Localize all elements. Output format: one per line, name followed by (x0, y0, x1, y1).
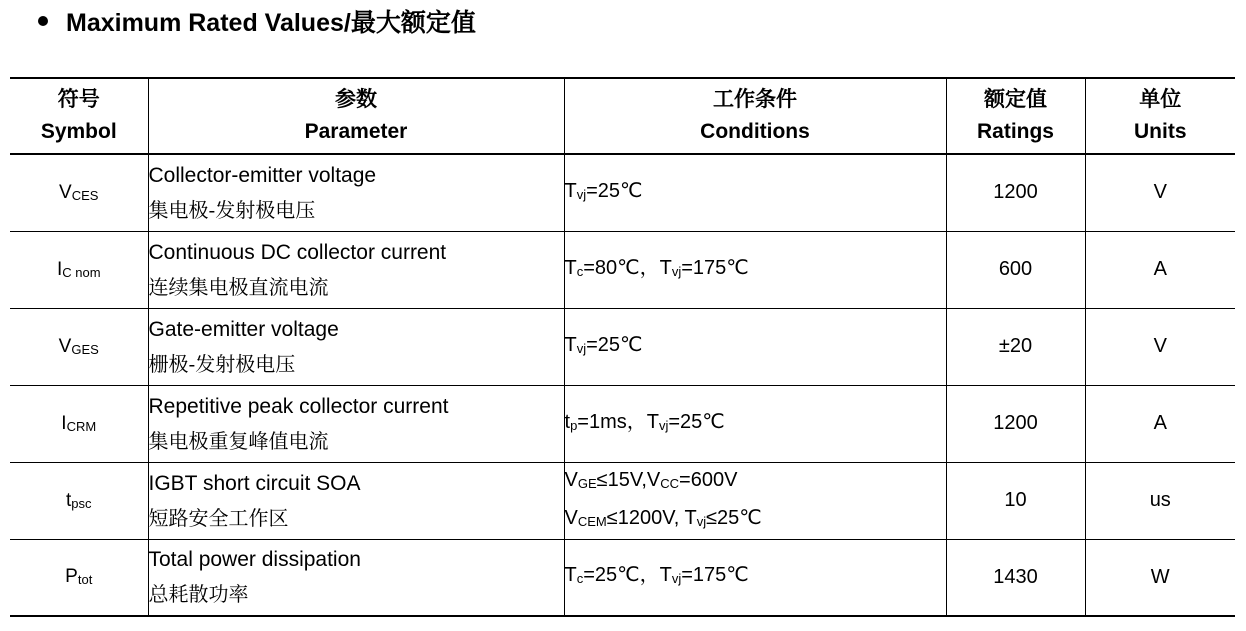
heading-text: Maximum Rated Values/最大额定值 (66, 9, 476, 37)
parameter-cn: 集电极重复峰值电流 (148, 428, 329, 453)
parameter-en: Total power dissipation (148, 548, 361, 572)
condition-line: $T_c=80℃$，$T_{vj}=175℃$ (564, 256, 749, 279)
table-row (10, 385, 1235, 462)
conditions-cell (564, 308, 946, 385)
symbol-cell: $P_{tot}$ (65, 566, 93, 588)
parameter-en: Gate-emitter voltage (148, 317, 339, 341)
table-row (10, 231, 1235, 308)
condition-line: $T_{vj}=25℃$ (564, 179, 643, 202)
conditions-cell (564, 539, 946, 616)
symbol-cell: $V_{GES}$ (58, 335, 99, 357)
parameter-en: Collector-emitter voltage (148, 163, 377, 187)
table-row (10, 462, 1235, 539)
table-row (10, 308, 1235, 385)
parameter-cell (148, 385, 564, 462)
condition-line: $T_{vj}=25℃$ (564, 333, 643, 356)
header-row (10, 78, 1235, 154)
conditions-cell (564, 462, 946, 539)
max-ratings-table (10, 77, 1235, 617)
parameter-cell (148, 308, 564, 385)
parameter-cn: 集电极-发射极电压 (148, 197, 316, 222)
parameter-cell (148, 462, 564, 539)
unit-cell: V (1085, 154, 1235, 231)
symbol-cell: $I_{C nom}$ (56, 258, 101, 280)
col-header-conditions: 工作条件 Conditions (564, 78, 946, 154)
parameter-cn: 连续集电极直流电流 (148, 274, 329, 299)
symbol-cell: $t_{psc}$ (65, 489, 92, 511)
condition-line: $V_{GE}\le 15V,V_{CC}=600V$ (564, 468, 738, 491)
table-row (10, 154, 1235, 231)
parameter-cn: 总耗散功率 (148, 582, 249, 607)
parameter-en: Continuous DC collector current (148, 240, 447, 264)
conditions-cell (564, 154, 946, 231)
parameter-en: Repetitive peak collector current (148, 394, 449, 418)
parameter-cell (148, 539, 564, 616)
conditions-cell (564, 231, 946, 308)
rating-cell: ±20 (946, 308, 1085, 385)
col-header-parameter: 参数 Parameter (148, 78, 564, 154)
unit-cell: W (1085, 539, 1235, 616)
rating-cell: 1200 (946, 385, 1085, 462)
col-header-symbol: 符号 Symbol (40, 88, 117, 143)
table-body (10, 154, 1235, 616)
unit-cell: V (1085, 308, 1235, 385)
rating-cell: 600 (946, 231, 1085, 308)
parameter-en: IGBT short circuit SOA (148, 471, 361, 495)
parameter-cn: 栅极-发射极电压 (148, 351, 296, 376)
rating-cell: 1430 (946, 539, 1085, 616)
unit-cell: A (1085, 231, 1235, 308)
parameter-cn: 短路安全工作区 (148, 505, 289, 530)
rating-cell: 1200 (946, 154, 1085, 231)
col-header-ratings: 额定值 Ratings (946, 78, 1085, 154)
unit-cell: us (1085, 462, 1235, 539)
col-header-units: 单位 Units (1085, 78, 1235, 154)
rating-cell: 10 (946, 462, 1085, 539)
unit-cell: A (1085, 385, 1235, 462)
table-row (10, 539, 1235, 616)
condition-line: $V_{CEM}\le 1200V$, $T_{vj}\le 25℃$ (564, 506, 762, 529)
condition-line: $t_p=1ms$，$T_{vj}=25℃$ (564, 410, 725, 433)
symbol-cell: $I_{CRM}$ (61, 412, 97, 434)
section-heading (38, 6, 476, 36)
bullet-icon (38, 16, 48, 26)
parameter-cell (148, 231, 564, 308)
condition-line: $T_c=25℃$，$T_{vj}=175℃$ (564, 564, 749, 587)
parameter-cell (148, 154, 564, 231)
conditions-cell (564, 385, 946, 462)
symbol-cell: $V_{CES}$ (59, 181, 99, 203)
